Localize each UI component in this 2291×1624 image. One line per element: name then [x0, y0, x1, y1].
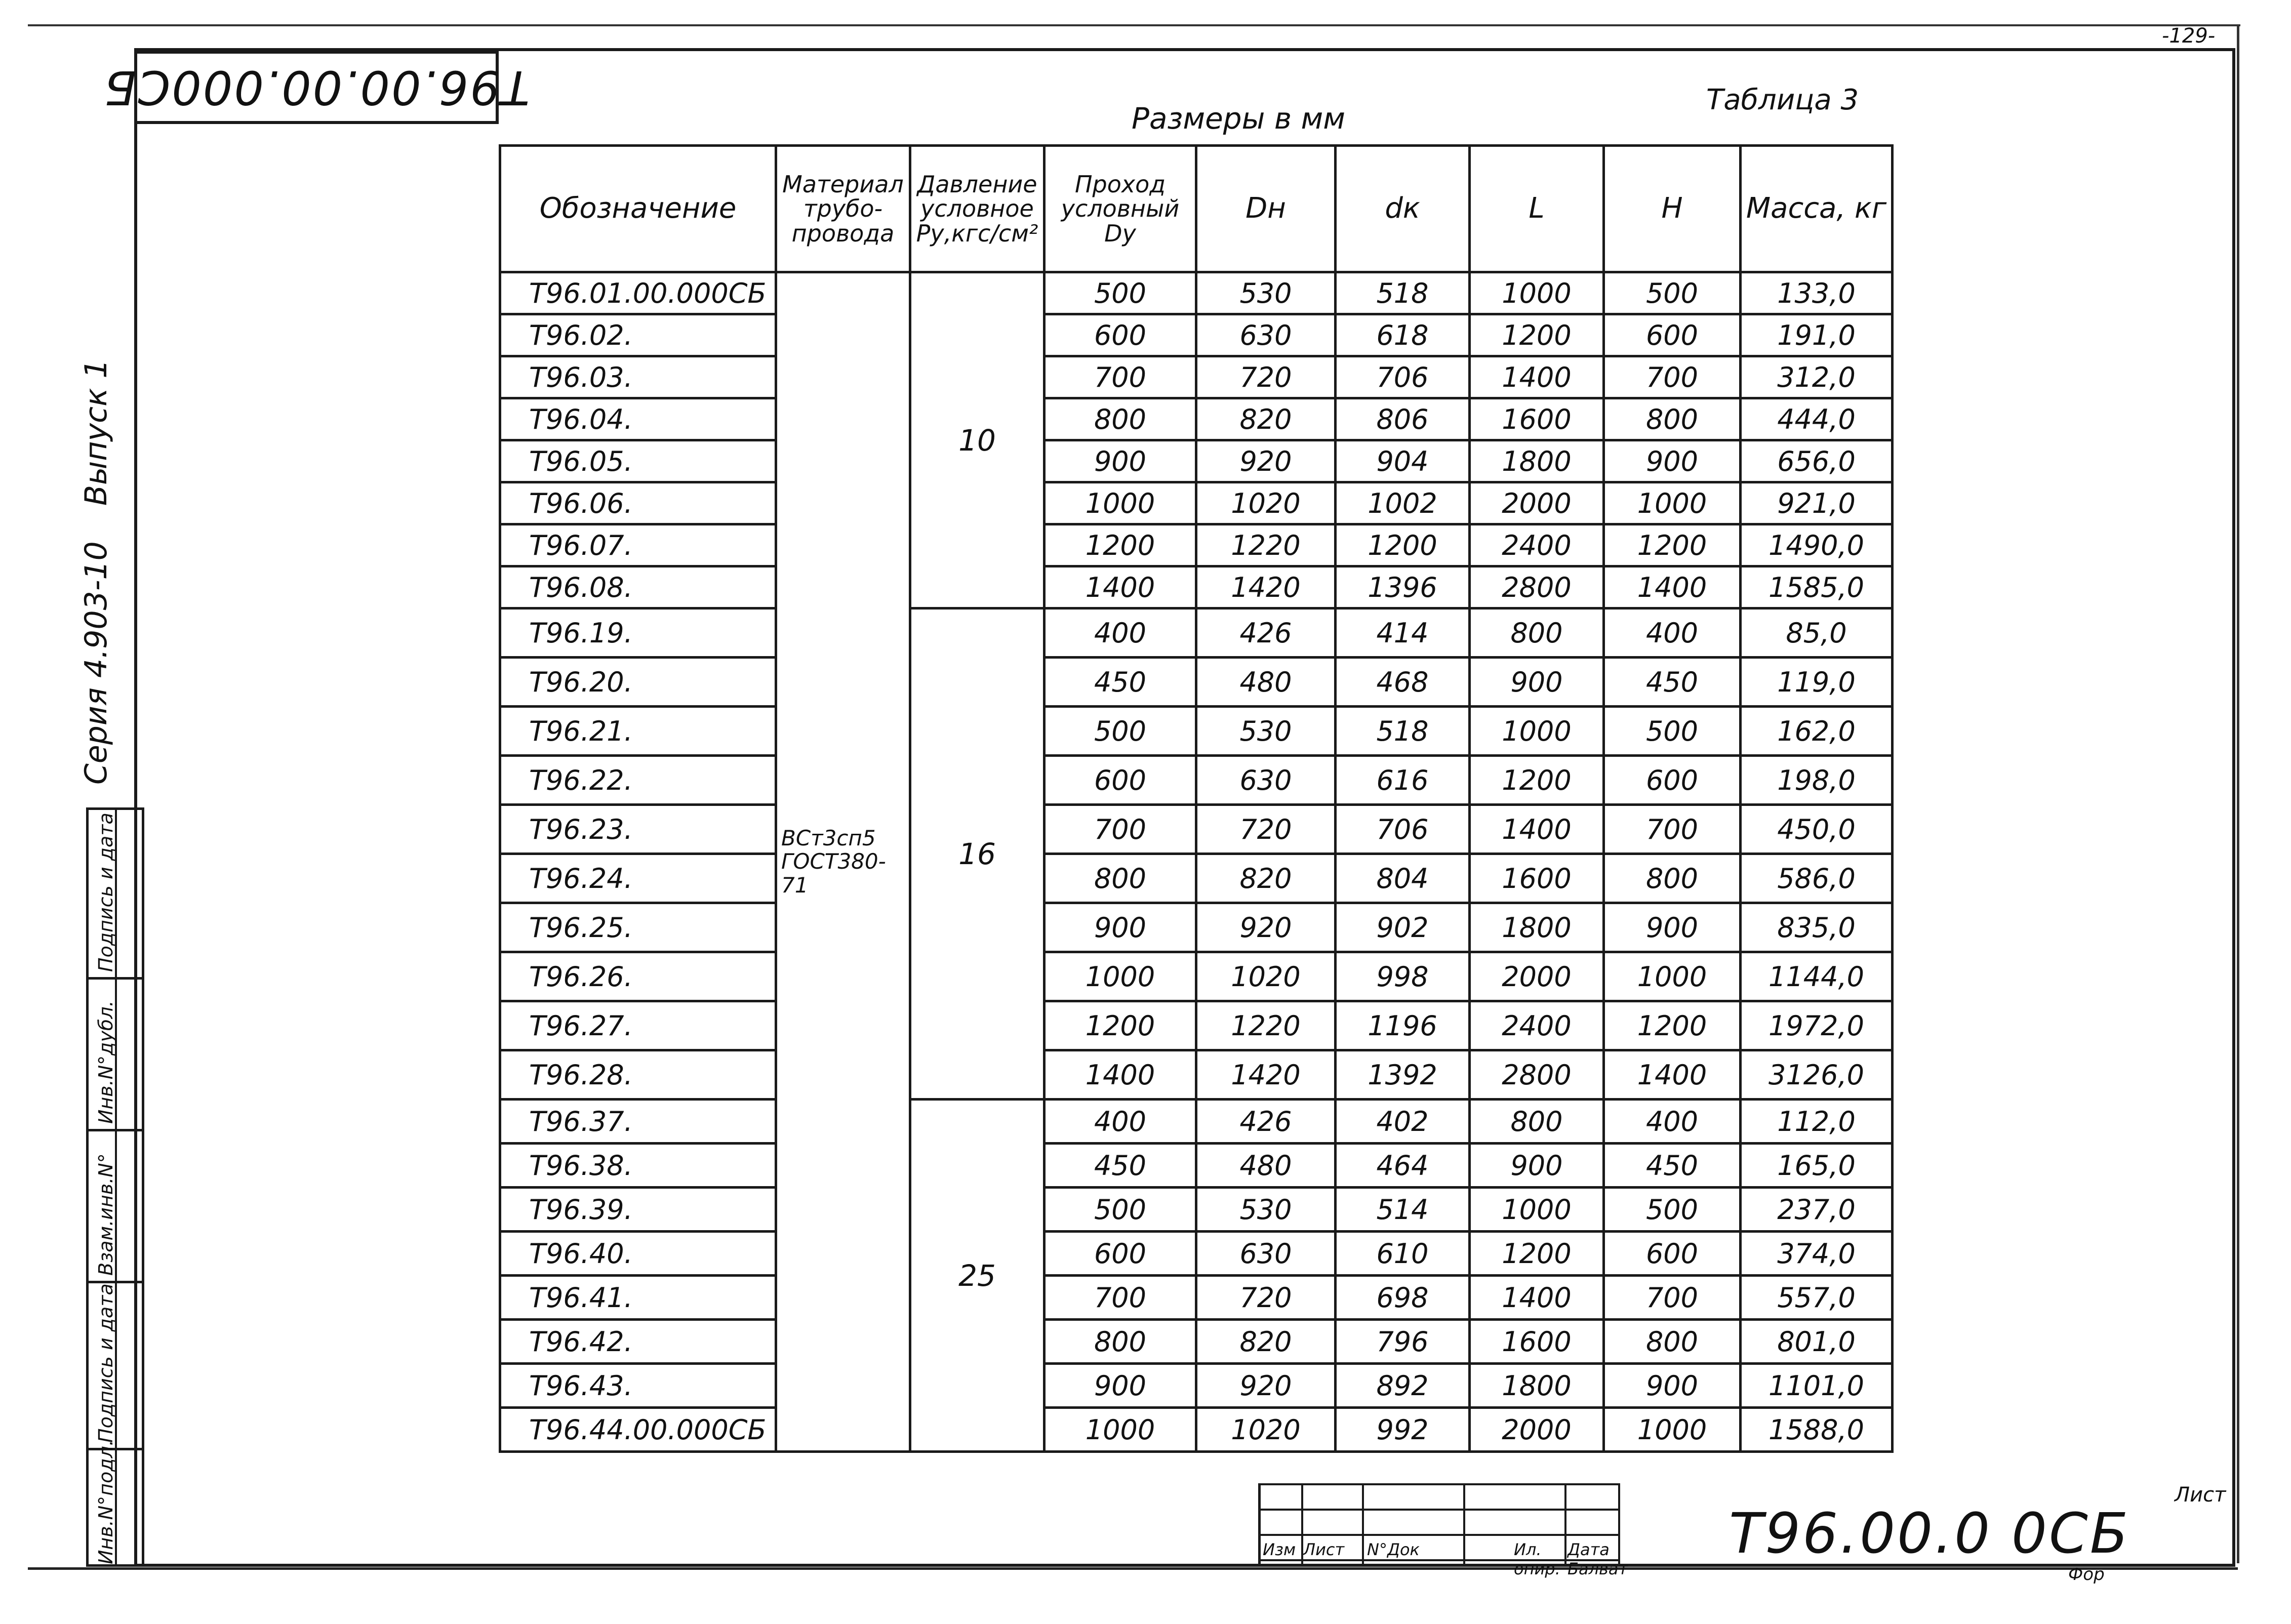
- cell-dk: 616: [1336, 756, 1470, 805]
- cell-l: 1800: [1470, 440, 1604, 482]
- strip-label: Подпись и дата: [95, 813, 117, 972]
- cell-dk: 706: [1336, 356, 1470, 398]
- stamp-box: [103, 51, 530, 124]
- tb-line: [1362, 1483, 1364, 1567]
- cell-l: 2800: [1470, 1050, 1604, 1100]
- header-material: Материал трубо-провода: [776, 146, 910, 272]
- cell-h: 700: [1604, 1276, 1741, 1320]
- cell-dk: 804: [1336, 854, 1470, 903]
- cell-passage: 1000: [1044, 482, 1196, 524]
- cell-dk: 610: [1336, 1232, 1470, 1276]
- cell-designation: Т96.06.: [500, 482, 776, 524]
- table-row: [500, 658, 1893, 707]
- cell-l: 1600: [1470, 398, 1604, 440]
- cell-h: 1400: [1604, 1050, 1741, 1100]
- cell-dn: 480: [1196, 1144, 1336, 1188]
- cell-passage: 400: [1044, 1100, 1196, 1144]
- cell-passage: 800: [1044, 854, 1196, 903]
- cell-mass: 165,0: [1741, 1144, 1893, 1188]
- cell-dn: 720: [1196, 1276, 1336, 1320]
- cell-mass: 801,0: [1741, 1320, 1893, 1364]
- cell-mass: 450,0: [1741, 805, 1893, 854]
- cell-dk: 1396: [1336, 566, 1470, 608]
- cell-dn: 426: [1196, 608, 1336, 658]
- cell-dk: 806: [1336, 398, 1470, 440]
- cell-designation: Т96.08.: [500, 566, 776, 608]
- cell-passage: 450: [1044, 658, 1196, 707]
- table-row: [500, 1001, 1893, 1050]
- header-l: L: [1470, 146, 1604, 272]
- cell-h: 1000: [1604, 1408, 1741, 1452]
- cell-dn: 920: [1196, 1364, 1336, 1408]
- cell-l: 900: [1470, 658, 1604, 707]
- cell-dn: 820: [1196, 1320, 1336, 1364]
- cell-mass: 191,0: [1741, 314, 1893, 356]
- cell-dk: 902: [1336, 903, 1470, 952]
- cell-mass: 198,0: [1741, 756, 1893, 805]
- cell-dn: 630: [1196, 314, 1336, 356]
- cell-mass: 1144,0: [1741, 952, 1893, 1001]
- cell-dk: 904: [1336, 440, 1470, 482]
- strip-cell: [89, 810, 142, 977]
- cell-dk: 514: [1336, 1188, 1470, 1232]
- header-dk: dк: [1336, 146, 1470, 272]
- cell-mass: 3126,0: [1741, 1050, 1893, 1100]
- cell-l: 1800: [1470, 903, 1604, 952]
- cell-mass: 835,0: [1741, 903, 1893, 952]
- cell-passage: 900: [1044, 903, 1196, 952]
- outer-border-top: [28, 24, 2240, 26]
- cell-designation: Т96.03.: [500, 356, 776, 398]
- tb-label-dev: Ил.: [1514, 1540, 1542, 1559]
- cell-dn: 820: [1196, 398, 1336, 440]
- cell-h: 400: [1604, 608, 1741, 658]
- cell-h: 1000: [1604, 952, 1741, 1001]
- cell-mass: 112,0: [1741, 1100, 1893, 1144]
- size-caption: Размеры в мм: [1132, 101, 1345, 136]
- cell-designation: Т96.04.: [500, 398, 776, 440]
- cell-dn: 530: [1196, 707, 1336, 756]
- cell-dk: 1196: [1336, 1001, 1470, 1050]
- title-block: [1258, 1483, 2238, 1585]
- cell-l: 1000: [1470, 272, 1604, 314]
- cell-passage: 500: [1044, 707, 1196, 756]
- cell-dn: 920: [1196, 903, 1336, 952]
- cell-dn: 720: [1196, 356, 1336, 398]
- strip-label: Взам.инв.N°: [95, 1153, 117, 1276]
- cell-l: 1400: [1470, 356, 1604, 398]
- cell-dk: 414: [1336, 608, 1470, 658]
- cell-h: 400: [1604, 1100, 1741, 1144]
- cell-designation: Т96.38.: [500, 1144, 776, 1188]
- cell-h: 600: [1604, 314, 1741, 356]
- cell-dn: 1020: [1196, 952, 1336, 1001]
- cell-h: 1000: [1604, 482, 1741, 524]
- cell-l: 800: [1470, 608, 1604, 658]
- cell-passage: 1000: [1044, 1408, 1196, 1452]
- cell-l: 1000: [1470, 707, 1604, 756]
- cell-dn: 1220: [1196, 524, 1336, 566]
- cell-mass: 237,0: [1741, 1188, 1893, 1232]
- cell-designation: Т96.22.: [500, 756, 776, 805]
- cell-designation: Т96.43.: [500, 1364, 776, 1408]
- header-dn: Dн: [1196, 146, 1336, 272]
- cell-passage: 600: [1044, 756, 1196, 805]
- cell-l: 1800: [1470, 1364, 1604, 1408]
- cell-mass: 1972,0: [1741, 1001, 1893, 1050]
- table-row: [500, 272, 1893, 314]
- cell-passage: 600: [1044, 314, 1196, 356]
- cell-l: 2400: [1470, 524, 1604, 566]
- cell-mass: 1490,0: [1741, 524, 1893, 566]
- cell-dk: 468: [1336, 658, 1470, 707]
- header-designation: Обозначение: [500, 146, 776, 272]
- table-row: [500, 398, 1893, 440]
- cell-dn: 480: [1196, 658, 1336, 707]
- cell-designation: Т96.19.: [500, 608, 776, 658]
- cell-l: 2000: [1470, 482, 1604, 524]
- table-row: [500, 805, 1893, 854]
- cell-designation: Т96.44.00.000СБ: [500, 1408, 776, 1452]
- header-pressure: Давление условное Pу,кгс/см²: [910, 146, 1044, 272]
- tb-label-checked: опир.: [1514, 1559, 1560, 1578]
- cell-h: 1200: [1604, 524, 1741, 566]
- cell-passage: 1200: [1044, 524, 1196, 566]
- cell-passage: 700: [1044, 356, 1196, 398]
- cell-dk: 1392: [1336, 1050, 1470, 1100]
- cell-material: ВСт3сп5 ГОСТ380-71: [776, 272, 910, 1452]
- cell-dk: 892: [1336, 1364, 1470, 1408]
- cell-passage: 700: [1044, 805, 1196, 854]
- header-mass: Масса, кг: [1741, 146, 1893, 272]
- cell-dn: 426: [1196, 1100, 1336, 1144]
- cell-h: 500: [1604, 1188, 1741, 1232]
- cell-designation: Т96.40.: [500, 1232, 776, 1276]
- cell-l: 900: [1470, 1144, 1604, 1188]
- cell-l: 2400: [1470, 1001, 1604, 1050]
- cell-passage: 450: [1044, 1144, 1196, 1188]
- cell-dk: 698: [1336, 1276, 1470, 1320]
- cell-l: 1200: [1470, 756, 1604, 805]
- cell-mass: 162,0: [1741, 707, 1893, 756]
- cell-h: 1200: [1604, 1001, 1741, 1050]
- table-row: [500, 903, 1893, 952]
- cell-designation: Т96.39.: [500, 1188, 776, 1232]
- side-signature-strip: [86, 807, 144, 1567]
- table-row: [500, 854, 1893, 903]
- table-row: [500, 1320, 1893, 1364]
- cell-dk: 518: [1336, 707, 1470, 756]
- cell-designation: Т96.23.: [500, 805, 776, 854]
- cell-designation: Т96.05.: [500, 440, 776, 482]
- cell-l: 1600: [1470, 854, 1604, 903]
- table-row: [500, 566, 1893, 608]
- cell-dn: 1220: [1196, 1001, 1336, 1050]
- cell-l: 2000: [1470, 952, 1604, 1001]
- table-row: [500, 952, 1893, 1001]
- cell-dk: 402: [1336, 1100, 1470, 1144]
- cell-dk: 1200: [1336, 524, 1470, 566]
- cell-designation: Т96.24.: [500, 854, 776, 903]
- cell-l: 2000: [1470, 1408, 1604, 1452]
- cell-passage: 800: [1044, 398, 1196, 440]
- cell-passage: 900: [1044, 1364, 1196, 1408]
- cell-h: 1400: [1604, 566, 1741, 608]
- cell-l: 1200: [1470, 1232, 1604, 1276]
- cell-h: 800: [1604, 398, 1741, 440]
- cell-designation: Т96.42.: [500, 1320, 776, 1364]
- cell-dn: 1020: [1196, 482, 1336, 524]
- title-block-grid: [1258, 1483, 1628, 1578]
- cell-designation: Т96.21.: [500, 707, 776, 756]
- cell-mass: 85,0: [1741, 608, 1893, 658]
- cell-h: 800: [1604, 1320, 1741, 1364]
- cell-designation: Т96.28.: [500, 1050, 776, 1100]
- tb-label-docnum: N°Док: [1367, 1540, 1420, 1559]
- cell-dn: 1420: [1196, 566, 1336, 608]
- cell-h: 800: [1604, 854, 1741, 903]
- cell-designation: Т96.02.: [500, 314, 776, 356]
- cell-designation: Т96.26.: [500, 952, 776, 1001]
- dimensions-table: [499, 144, 1894, 1453]
- cell-designation: Т96.01.00.000СБ: [500, 272, 776, 314]
- table-row: [500, 608, 1893, 658]
- table-row: [500, 1408, 1893, 1452]
- cell-mass: 586,0: [1741, 854, 1893, 903]
- cell-dn: 920: [1196, 440, 1336, 482]
- cell-h: 450: [1604, 1144, 1741, 1188]
- cell-l: 800: [1470, 1100, 1604, 1144]
- strip-cell: [89, 1281, 142, 1448]
- table-caption: Таблица 3: [1706, 84, 1859, 116]
- cell-mass: 921,0: [1741, 482, 1893, 524]
- table-row: [500, 524, 1893, 566]
- cell-designation: Т96.37.: [500, 1100, 776, 1144]
- tb-line: [1618, 1483, 1620, 1567]
- cell-h: 900: [1604, 440, 1741, 482]
- tb-label-sheet: Лист: [1303, 1540, 1345, 1559]
- cell-mass: 557,0: [1741, 1276, 1893, 1320]
- cell-passage: 1400: [1044, 1050, 1196, 1100]
- cell-mass: 133,0: [1741, 272, 1893, 314]
- cell-pressure: 16: [910, 608, 1044, 1100]
- tb-line: [1463, 1483, 1465, 1567]
- cell-mass: 1588,0: [1741, 1408, 1893, 1452]
- cell-dn: 530: [1196, 1188, 1336, 1232]
- table-row: [500, 1188, 1893, 1232]
- cell-h: 500: [1604, 272, 1741, 314]
- cell-h: 700: [1604, 805, 1741, 854]
- cell-passage: 400: [1044, 608, 1196, 658]
- strip-cell: [89, 977, 142, 1129]
- cell-designation: Т96.27.: [500, 1001, 776, 1050]
- cell-l: 1400: [1470, 805, 1604, 854]
- table-row: [500, 440, 1893, 482]
- cell-l: 1400: [1470, 1276, 1604, 1320]
- cell-h: 900: [1604, 903, 1741, 952]
- table-row: [500, 707, 1893, 756]
- table-row: [500, 482, 1893, 524]
- cell-dk: 1002: [1336, 482, 1470, 524]
- table-row: [500, 1364, 1893, 1408]
- strip-label: Инв.N°подл.: [95, 1440, 117, 1564]
- series-number: Серия 4.903-10: [78, 541, 114, 785]
- cell-dn: 820: [1196, 854, 1336, 903]
- table-row: [500, 314, 1893, 356]
- header-h: H: [1604, 146, 1741, 272]
- table-row: [500, 1100, 1893, 1144]
- page-number: -129-: [2162, 24, 2216, 48]
- cell-mass: 1101,0: [1741, 1364, 1893, 1408]
- tb-label-date: Дата: [1567, 1540, 1610, 1559]
- cell-mass: 656,0: [1741, 440, 1893, 482]
- cell-pressure: 25: [910, 1100, 1044, 1452]
- title-block-code: Т96.00.0 0СБ: [1729, 1501, 2131, 1566]
- cell-h: 900: [1604, 1364, 1741, 1408]
- cell-l: 1600: [1470, 1320, 1604, 1364]
- cell-dn: 1420: [1196, 1050, 1336, 1100]
- table-body: [500, 272, 1893, 1452]
- strip-label: Инв.N°дубл.: [95, 1000, 117, 1124]
- series-label: [78, 323, 114, 785]
- cell-dn: 630: [1196, 756, 1336, 805]
- cell-h: 600: [1604, 756, 1741, 805]
- cell-h: 600: [1604, 1232, 1741, 1276]
- cell-mass: 119,0: [1741, 658, 1893, 707]
- tb-name: Балват: [1567, 1559, 1628, 1578]
- cell-passage: 500: [1044, 272, 1196, 314]
- cell-dk: 464: [1336, 1144, 1470, 1188]
- table-row: [500, 1144, 1893, 1188]
- cell-h: 500: [1604, 707, 1741, 756]
- cell-dn: 720: [1196, 805, 1336, 854]
- strip-cell: [89, 1129, 142, 1281]
- tb-format-label: Фор: [2068, 1564, 2105, 1585]
- cell-l: 2800: [1470, 566, 1604, 608]
- cell-designation: Т96.20.: [500, 658, 776, 707]
- cell-pressure: 10: [910, 272, 1044, 608]
- cell-passage: 700: [1044, 1276, 1196, 1320]
- cell-passage: 500: [1044, 1188, 1196, 1232]
- cell-dn: 630: [1196, 1232, 1336, 1276]
- cell-passage: 900: [1044, 440, 1196, 482]
- table-row: [500, 356, 1893, 398]
- cell-dk: 518: [1336, 272, 1470, 314]
- cell-h: 450: [1604, 658, 1741, 707]
- cell-h: 700: [1604, 356, 1741, 398]
- stamp-code: Т96.00.00.000СБ: [103, 60, 530, 114]
- tb-sheet-label: Лист: [2175, 1483, 2226, 1507]
- cell-passage: 1200: [1044, 1001, 1196, 1050]
- cell-passage: 600: [1044, 1232, 1196, 1276]
- table-row: [500, 1050, 1893, 1100]
- issue-number: Выпуск 1: [78, 359, 114, 506]
- header-passage: Проход условный Dу: [1044, 146, 1196, 272]
- cell-dk: 706: [1336, 805, 1470, 854]
- cell-dn: 1020: [1196, 1408, 1336, 1452]
- cell-dk: 618: [1336, 314, 1470, 356]
- cell-dn: 530: [1196, 272, 1336, 314]
- cell-passage: 1000: [1044, 952, 1196, 1001]
- table-row: [500, 756, 1893, 805]
- cell-passage: 1400: [1044, 566, 1196, 608]
- outer-border-right: [2237, 24, 2239, 1563]
- strip-label: Подпись и дата: [95, 1283, 117, 1443]
- tb-label-change: Изм: [1263, 1540, 1296, 1559]
- cell-mass: 444,0: [1741, 398, 1893, 440]
- cell-passage: 800: [1044, 1320, 1196, 1364]
- cell-mass: 1585,0: [1741, 566, 1893, 608]
- cell-designation: Т96.41.: [500, 1276, 776, 1320]
- cell-designation: Т96.07.: [500, 524, 776, 566]
- cell-mass: 374,0: [1741, 1232, 1893, 1276]
- cell-l: 1200: [1470, 314, 1604, 356]
- tb-line: [1564, 1483, 1566, 1567]
- cell-designation: Т96.25.: [500, 903, 776, 952]
- cell-dk: 998: [1336, 952, 1470, 1001]
- cell-dk: 796: [1336, 1320, 1470, 1364]
- cell-l: 1000: [1470, 1188, 1604, 1232]
- cell-mass: 312,0: [1741, 356, 1893, 398]
- table-row: [500, 1276, 1893, 1320]
- table-row: [500, 1232, 1893, 1276]
- cell-dk: 992: [1336, 1408, 1470, 1452]
- strip-cell: [89, 1440, 142, 1569]
